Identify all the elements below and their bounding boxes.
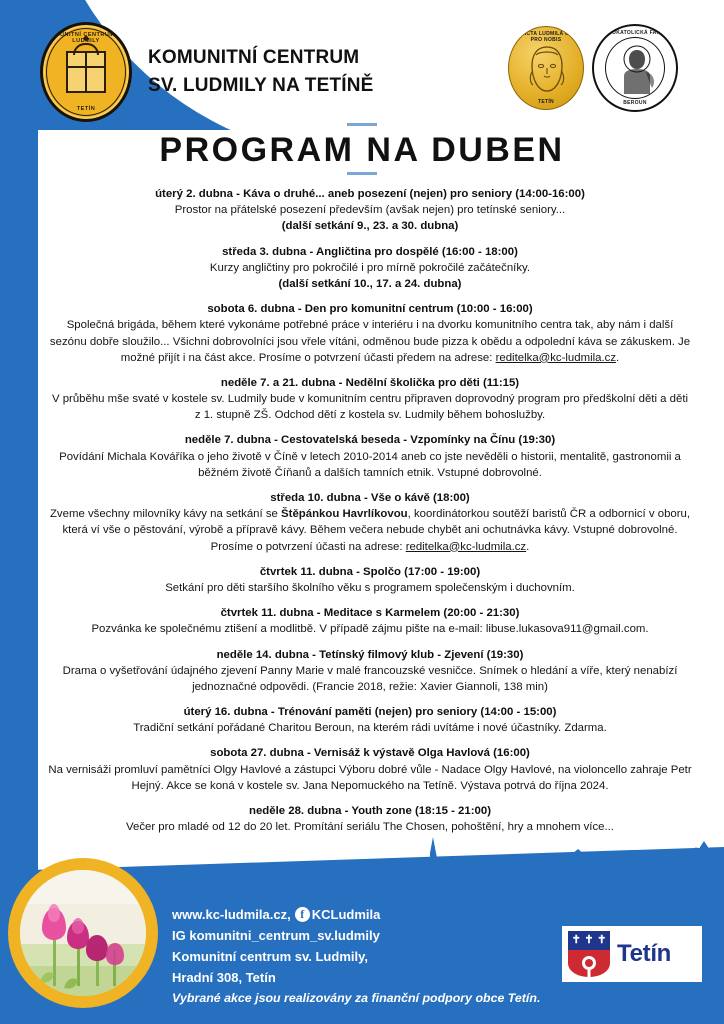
- facebook-handle[interactable]: KCLudmila: [311, 906, 381, 922]
- cross-icon: ✝: [584, 934, 594, 947]
- tulip-photo-circle: [8, 858, 158, 1008]
- event-description-text: Setkání pro děti staršího školního věku s programem společenským i duchovním.: [165, 581, 575, 594]
- cross-icon: ✝: [597, 934, 607, 947]
- event-heading: úterý 16. dubna - Trénování paměti (nejen) pro seniory (14:00 - 15:00): [183, 706, 557, 719]
- event-description: [48, 391, 692, 423]
- event-item: [48, 186, 692, 235]
- event-description-tail: .: [526, 540, 530, 553]
- org-title-line2: SV. LUDMILY NA TETÍNĚ: [148, 74, 374, 96]
- event-heading: sobota 27. dubna - Vernisáž k výstavě Olga Havlová (16:00): [210, 747, 530, 760]
- event-description: [48, 819, 692, 835]
- parish-bottom-text: BEROUN: [623, 100, 647, 106]
- event-heading: středa 3. dubna - Angličtina pro dospělé (16:00 - 18:00): [222, 245, 518, 258]
- event-description: [48, 317, 692, 366]
- event-contact-email[interactable]: reditelka@kc-ludmila.cz: [495, 351, 617, 364]
- event-description: [48, 506, 692, 555]
- event-heading: středa 10. dubna - Vše o kávě (18:00): [270, 492, 470, 504]
- event-description: [48, 663, 692, 695]
- event-heading: čtvrtek 11. dubna - Meditace s Karmelem (20:00 - 21:30): [220, 607, 520, 620]
- funding-support-note: Vybrané akce jsou realizovány za finanční podpory obce Tetín.: [172, 990, 541, 1005]
- event-heading: neděle 7. a 21. dubna - Nedělní školička pro děti (11:15): [220, 376, 520, 389]
- tetin-municipality-logo: [562, 926, 702, 982]
- event-heading: úterý 2. dubna - Káva o druhé... aneb posezení (nejen) pro seniory (14:00-16:00): [155, 188, 585, 200]
- tulips-illustration-icon: [20, 870, 146, 996]
- saint-ludmila-face-icon: [509, 27, 584, 110]
- footer-separator: ,: [287, 906, 291, 922]
- event-description-tail: .: [616, 351, 620, 364]
- website-link[interactable]: www.kc-ludmila.cz: [172, 906, 288, 922]
- knot-icon: [582, 956, 596, 970]
- event-heading: čtvrtek 11. dubna - Spolčo (17:00 - 19:00): [259, 565, 481, 578]
- roman-catholic-parish-logo: [592, 24, 678, 112]
- organization-title: [148, 44, 374, 99]
- event-heading: sobota 6. dubna - Den pro komunitní centrum (10:00 - 16:00): [207, 303, 533, 316]
- event-description: [48, 580, 692, 596]
- gate-icon: [66, 51, 106, 93]
- seal-bottom-text: TETÍN: [76, 106, 96, 112]
- org-title-line1: KOMUNITNÍ CENTRUM: [148, 47, 360, 68]
- event-item: [48, 803, 692, 835]
- event-description: [48, 260, 692, 276]
- event-description-text: V průběhu mše svaté v kostele sv. Ludmily bude v komunitním centru připraven doprovodný program pro předškolní děti a děti z 1. stupně ZŠ. Odchod dětí z kostela sv. Ludmily během bohoslužby.: [51, 393, 689, 422]
- event-item: [48, 745, 692, 794]
- event-heading: neděle 14. dubna - Tetínský filmový klub - Zjevení (19:30): [216, 648, 524, 661]
- event-description: [48, 202, 692, 218]
- gate-dot-icon: [84, 36, 89, 41]
- event-description-text: Tradiční setkání pořádané Charitou Beroun, na kterém rádi uvítáme i nové účastníky. Zdarma.: [133, 722, 607, 735]
- event-description: [48, 720, 692, 736]
- event-description-text: Prostor na přátelské posezení především (avšak nejen) pro tetínské seniory...: [174, 204, 566, 217]
- event-item: [48, 432, 692, 481]
- tetin-coat-of-arms-icon: [568, 931, 610, 977]
- facebook-icon[interactable]: f: [295, 907, 310, 922]
- event-item: [48, 375, 692, 424]
- event-item: [48, 490, 692, 555]
- event-item: [48, 301, 692, 366]
- cross-icon: ✝: [571, 934, 581, 947]
- event-item: [48, 605, 692, 637]
- event-item: [48, 647, 692, 696]
- footer-contact-block: [172, 904, 540, 1008]
- event-additional-dates: (další setkání 10., 17. a 24. dubna): [278, 277, 462, 290]
- event-description-text: Povídání Michala Kováříka o jeho životě v Číně v letech 2010-2014 aneb co jste nevěděli o historii, mentalitě, gastronomii a běžném životě Číňanů a dalších tamních etnik. Vstupné dobrovolné.: [59, 450, 681, 479]
- event-description-text: Společná brigáda, během které vykonáme potřebné práce v interiéru i na dvorku komunitního centra tak, aby nám i další sezónu dobře sloužilo... Všichni dobrovolníci jsou vřele vítáni, odměnou bude pizza k obědu a odpolední káva se zákuskem. Je možné přijít i na část akce. Prosíme o potvrzení účasti předem na adrese:: [49, 319, 691, 364]
- event-description-text: Pozvánka ke společnému ztišení a modlitbě. V případě zájmu pište na e-mail: libuse.lukasova911@gmail.com.: [91, 623, 649, 636]
- event-additional-dates: (další setkání 9., 23. a 30. dubna): [281, 220, 459, 233]
- events-list: [48, 186, 692, 844]
- tulip-photo: [20, 870, 146, 996]
- event-description-pre: Zveme všechny milovníky kávy na setkání se: [49, 508, 282, 521]
- instagram-handle[interactable]: IG komunitni_centrum_sv.ludmily: [172, 927, 380, 943]
- event-description-highlight: Štěpánkou Havrlíkovou: [281, 508, 408, 521]
- event-heading: neděle 7. dubna - Cestovatelská beseda - Vzpomínky na Čínu (19:30): [184, 434, 556, 447]
- event-heading: neděle 28. dubna - Youth zone (18:15 - 21:00): [248, 805, 491, 817]
- event-item: [48, 564, 692, 596]
- event-description-text: Kurzy angličtiny pro pokročilé i pro mírně pokročilé začátečníky.: [209, 261, 531, 274]
- page-title: PROGRAM NA DUBEN: [159, 131, 565, 169]
- poster-header: [0, 0, 724, 175]
- ludmila-medal-top-text: SANCTA LUDMILA ORA PRO NOBIS: [515, 31, 577, 43]
- sancta-ludmila-medal-logo: [508, 26, 584, 110]
- event-description-text: Na vernisáži promluví pamětníci Olgy Havlové a zástupci Výboru dobré vůle - Nadace Olgy Havlové, na violoncello zahraje Petr Hejný. Akce se koná v kostele sv. Jana Nepomuckého na Tetíně. Výstava potrvá do října 2024.: [48, 763, 692, 792]
- seal-top-text: KOMUNITNÍ CENTRUM SV. LUDMILY: [45, 32, 127, 44]
- parish-top-text: ŘÍMSKOKATOLICKÁ FARNOST: [594, 30, 676, 36]
- event-item: [48, 704, 692, 736]
- divider-dash-top: [347, 123, 377, 126]
- kc-ludmila-seal-logo: [40, 22, 132, 122]
- shield-bottom-knot: [568, 950, 610, 977]
- event-contact-email[interactable]: reditelka@kc-ludmila.cz: [405, 540, 527, 553]
- address-line-1: Komunitní centrum sv. Ludmily,: [172, 948, 368, 964]
- event-item: [48, 244, 692, 293]
- footer-web-row: [172, 904, 540, 925]
- tetin-logo-label: Tetín: [617, 940, 672, 967]
- ludmila-medal-bottom-text: TETÍN: [538, 99, 554, 105]
- event-description: [48, 762, 692, 794]
- divider-dash-bottom: [347, 172, 377, 175]
- event-description-text: Večer pro mladé od 12 do 20 let. Promítání seriálu The Chosen, pohoštění, hry a mnohem více...: [126, 821, 614, 834]
- event-description-text: Drama o vyšetřování údajného zjevení Panny Marie v malé francouzské vesničce. Snímek o hledání a víře, který nenabízí jednoznačné odpovědi. (Francie 2018, režie: Xavier Giannoli, 138 min): [62, 664, 678, 693]
- event-description: [48, 621, 692, 637]
- shield-top-crosses: [568, 931, 610, 950]
- event-description: [48, 449, 692, 481]
- address-line-2: Hradní 308, Tetín: [172, 969, 276, 985]
- event-description-text: , koordinátorkou soutěží baristů ČR a odbornicí v oboru, která ví vše o pěstování, výrobě a přípravě kávy. Během večera nebude chybět ani ochutnávka kávy. Vstupné dobrovolné. Prosíme o potvrzení účasti na adrese:: [62, 508, 691, 553]
